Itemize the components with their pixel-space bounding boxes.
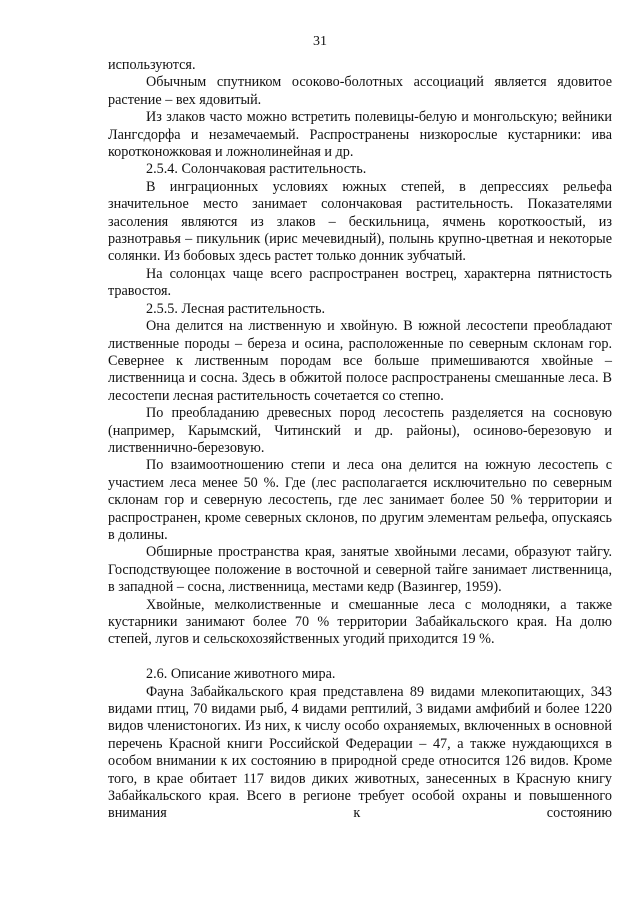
paragraph: В инграционных условиях южных степей, в депрессиях рельефа значительное место занимает солончаковая растительность. Показателями засоления являются из злаков – бескильница, ячмень короткоостый, из разнотравья – пикульник (ирис мечевидный), полынь крупно-цветная и некоторые солянки. Из бобовых здесь растет только донник зубчатый. xyxy=(108,178,612,265)
paragraph: Хвойные, мелколиственные и смешанные леса с молодняки, а также кустарники занимают более 70 % территории Забайкальского края. На долю степей, лугов и сельскохозяйственных угодий приходится 19 %. xyxy=(108,596,612,648)
document-body xyxy=(108,57,612,823)
paragraph: Обычным спутником осоково-болотных ассоциаций является ядовитое растение – вех ядовитый. xyxy=(108,74,612,108)
section-heading: 2.6. Описание животного мира. xyxy=(146,666,336,683)
section-heading: 2.5.4. Солончаковая растительность. xyxy=(146,161,367,178)
paragraph: Из злаков часто можно встретить полевицы-белую и монгольскую; вейники Лангсдорфа и незамечаемый. Распространены низкорослые кустарники: ива коротконожковая и ложнолинейная и др. xyxy=(108,109,612,161)
page-number: 31 xyxy=(313,34,327,49)
paragraph: По взаимоотношению степи и леса она делится на южную лесостепь с участием леса менее 50 %. Где (лес располагается исключительно по северным склонам гор и северную лесостепь, где лес занимает более 50 % территории и распространен, кроме северных склонов, по другим элементам рельефа, опускаясь в долины. xyxy=(108,457,612,543)
paragraph: По преобладанию древесных пород лесостепь разделяется на сосновую (например, Карымский, Читинский и др. районы), осиново-березовую и лиственнично-березовую. xyxy=(108,405,612,456)
paragraph: Фауна Забайкальского края представлена 89 видами млекопитающих, 343 видами птиц, 70 видами рыб, 4 видами рептилий, 3 видами амфибий и более 1220 видов членистоногих. Из них, к числу особо охраняемых, включенных в основной перечень Красной книги Российской Федерации – 47, а также нуждающихся в особом внимании к их состоянию в природной среде относится 126 видов. Кроме того, в крае обитает 117 видов диких животных, занесенных в Красную книгу Забайкальского края. Всего в регионе требует особой охраны и повышенного внимания к состоянию xyxy=(108,683,612,822)
paragraph: На солонцах чаще всего распространен вострец, характерна пятнистость травостоя. xyxy=(108,265,612,300)
paragraph-gap xyxy=(108,649,612,666)
section-heading: 2.5.5. Лесная растительность. xyxy=(146,300,325,317)
paragraph: используются. xyxy=(108,57,196,73)
paragraph: Она делится на лиственную и хвойную. В южной лесостепи преобладают лиственные породы – береза и осина, расположенные по северным склонам гор. Севернее к лиственным породам все больше примешиваются хвойные – лиственница и сосна. Здесь в обжитой полосе распространены смешанные леса. В лесостепи лесная растительность сочетается со степно. xyxy=(108,318,612,404)
paragraph: Обширные пространства края, занятые хвойными лесами, образуют тайгу. Господствующее положение в восточной и северной тайге занимает лиственница, в западной – сосна, лиственница, местами кедр (Вазингер, 1959). xyxy=(108,544,612,596)
